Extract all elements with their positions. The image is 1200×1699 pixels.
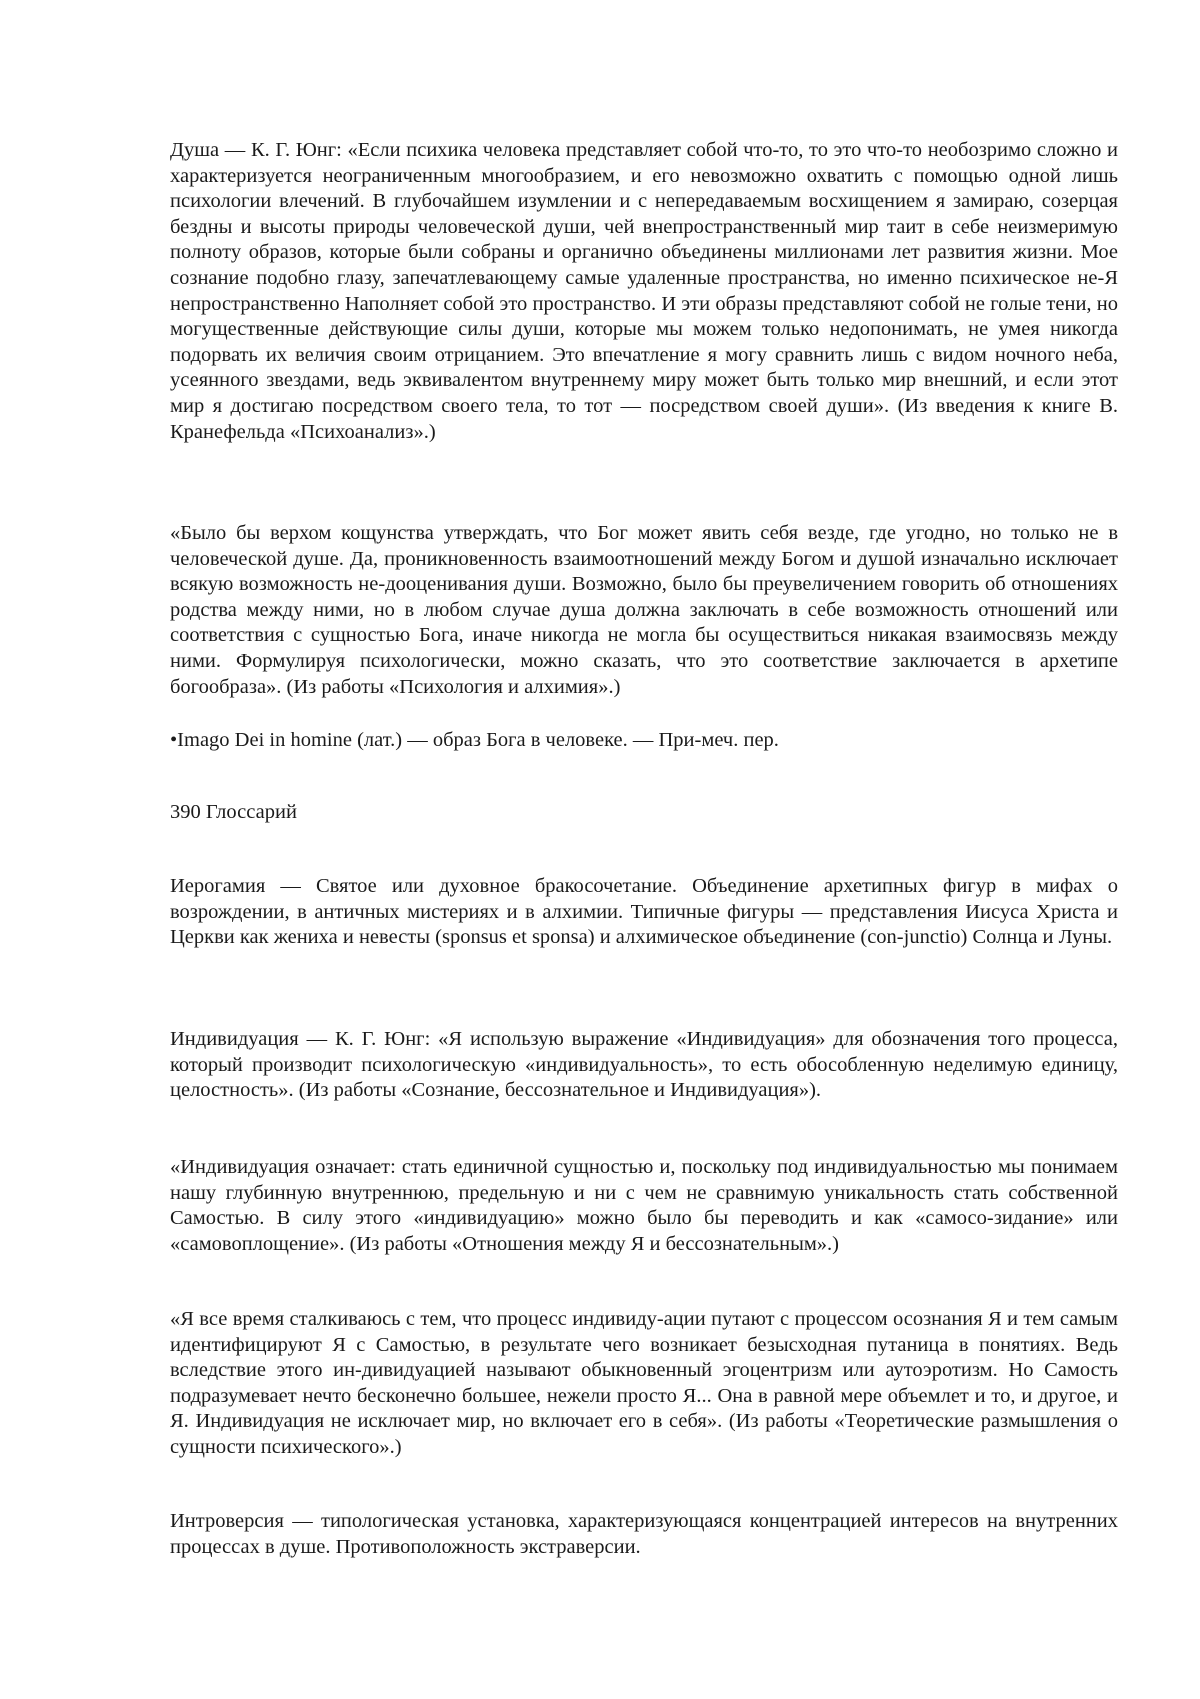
page-number-header: 390 Глоссарий: [170, 801, 297, 823]
footnote-imago-dei: •Imago Dei in homine (лат.) — образ Бога в человеке. — При-меч. пер.: [170, 729, 779, 751]
paragraph-individuation-quote-2: «Я все время сталкиваюсь с тем, что процесс индивиду-ации путают с процессом осознания Я и тем самым идентифицируют Я с Самостью, в результате чего возникает безысходная путаница в понятиях. Ведь вследствие этого ин-дивидуацией называют обыкновенный эгоцентризм или аутоэротизм. Но Самость подразумевает нечто бесконечно большее, нежели просто Я... Она в равной мере объемлет и то, и другое, и Я. Индивидуация не исключает мир, но включает его в себя». (Из работы «Теоретические размышления о сущности психического».): [170, 1308, 1118, 1458]
paragraph-hierogamy-definition: Иерогамия — Святое или духовное бракосочетание. Объединение архетипных фигур в мифах о возрождении, в античных мистериях и в алхимии. Типичные фигуры — представления Иисуса Христа и Церкви как жениха и невесты (sponsus et sponsa) и алхимическое объединение (con-junctio) Солнца и Луны.: [170, 875, 1118, 949]
paragraph-god-and-soul-quote: «Было бы верхом кощунства утверждать, что Бог может явить себя везде, где угодно, но только не в человеческой душе. Да, проникновенность взаимоотношений между Богом и душой изначально исключает всякую возможность не-дооценивания души. Возможно, было бы преувеличением говорить об отношениях родства между ними, но в любом случае душа должна заключать в себе возможность отношений или соответствия с сущностью Бога, иначе никогда не могла бы осуществиться никакая взаимосвязь между ними. Формулируя психологически, можно сказать, что это соответствие заключается в архетипе богообраза». (Из работы «Психология и алхимия».): [170, 522, 1118, 698]
paragraph-individuation-definition: Индивидуация — К. Г. Юнг: «Я использую выражение «Индивидуация» для обозначения того процесса, который производит психологическую «индивидуальность», то есть обособленную неделимую единицу, целостность». (Из работы «Сознание, бессознательное и Индивидуация»).: [170, 1028, 1118, 1102]
paragraph-individuation-quote-1: «Индивидуация означает: стать единичной сущностью и, поскольку под индивидуальностью мы понимаем нашу глубинную внутреннюю, предельную и ни с чем не сравнимую уникальность стать собственной Самостью. В силу этого «индивидуацию» можно было бы переводить и как «самосо-зидание» или «самовоплощение». (Из работы «Отношения между Я и бессознательным».): [170, 1156, 1118, 1255]
paragraph-introversion-definition: Интроверсия — типологическая установка, характеризующаяся концентрацией интересов на внутренних процессах в душе. Противоположность экстраверсии.: [170, 1510, 1118, 1558]
paragraph-soul-definition: Душа — К. Г. Юнг: «Если психика человека представляет собой что-то, то это что-то необозримо сложно и характеризуется неограниченным многообразием, и его невозможно охватить с помощью одной лишь психологии влечений. В глубочайшем изумлении и с непередаваемым восхищением я замираю, созерцая бездны и высоты природы человеческой души, чей внепространственный мир таит в себе неизмеримую полноту образов, которые были собраны и органично объединены миллионами лет развития жизни. Мое сознание подобно глазу, запечатлевающему самые удаленные пространства, но именно психическое не-Я непространственно Наполняет собой это пространство. И эти образы представляют собой не голые тени, но могущественные действующие силы души, которые мы можем только недопонимать, не умея никогда подорвать их величия своим отрицанием. Это впечатление я могу сравнить лишь с видом ночного неба, усеянного звездами, ведь эквивалентом внутреннему миру может быть только мир внешний, и если этот мир я достигаю посредством своего тела, то тот — посредством своей души». (Из введения к книге В. Кранефельда «Психоанализ».): [170, 139, 1118, 443]
